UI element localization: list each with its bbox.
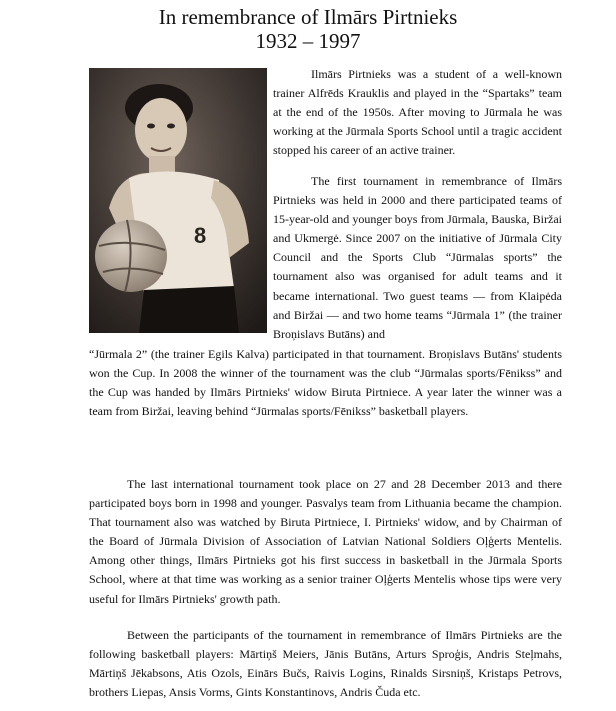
portrait-illustration: [89, 68, 267, 333]
paragraph-last-tournament: The last international tournament took place on 27 and 28 December 2013 and there participated boys born in 1998 and younger. Pasvalys team from Lithuania became the champion. That tournament also was watched by Biruta Pirtniece, I. Pirtnieks' widow, and by Chairman of the Board of Jūrmala Division of Association of Latvian National Soldiers Oļģerts Mentelis. Among other things, Ilmārs Pirtnieks got his first success in basketball in the Jūrmala Sports School, where at that time was working as a senior trainer Oļģerts Mentelis whose tips were very useful for Ilmārs Pirtnieks' growth path.: [89, 477, 562, 606]
paragraph-participants: Between the participants of the tournament in remembrance of Ilmārs Pirtnieks are the following basketball players: Mārtiņš Meiers, Jānis Butāns, Arturs Sproģis, Andris Steļmahs, Mārtiņš Jēkabsons, Atis Ozols, Einārs Bučs, Raivis Logins, Rinalds Sirsniņš, Kristaps Petrovs, brothers Liepas, Ansis Vorms, Gints Konstantinovs, Andris Čuda etc.: [89, 628, 562, 700]
paragraph-career: Ilmārs Pirtnieks was a student of a well-known trainer Alfrēds Krauklis and played in the “Spartaks” team at the end of the 1950s. After moving to Jūrmala he was working at the Jūrmala Sports School until a tragic accident stopped his career of an active trainer.: [273, 67, 562, 158]
jersey-number: 8: [194, 223, 207, 248]
title-years: 1932 – 1997: [255, 29, 361, 53]
title-name: In remembrance of Ilmārs Pirtnieks: [158, 5, 458, 29]
page-title: [0, 5, 616, 53]
paragraph-first-tournament: The first tournament in remembrance of Ilmārs Pirtnieks was held in 2000 and there participated teams of 15-year-old and younger boys from Jūrmala, Bauska, Biržai and Ukmergė. Since 2007 on the initiative of Jūrmala City Council and the Sports Club “Jūrmalas sports” the tournament also was organised for adult teams and it became international. Two guest teams — from Klaipėda and Biržai — and two home teams “Jūrmala 1” (the trainer Broņislavs Butāns) and: [273, 174, 562, 341]
portrait-photo: [89, 68, 267, 333]
paragraph-first-tournament-cont: “Jūrmala 2” (the trainer Egils Kalva) participated in that tournament. Broņislavs Butāns' students won the Cup. In 2008 the winner of the tournament was the club “Jūrmalas sports/Fēnikss” and the Cup was handed by Ilmārs Pirtnieks' widow Biruta Pirtniece. A year later the winner was a team from Biržai, leaving behind “Jūrmalas sports/Fēnikss” basketball players.: [89, 347, 562, 419]
